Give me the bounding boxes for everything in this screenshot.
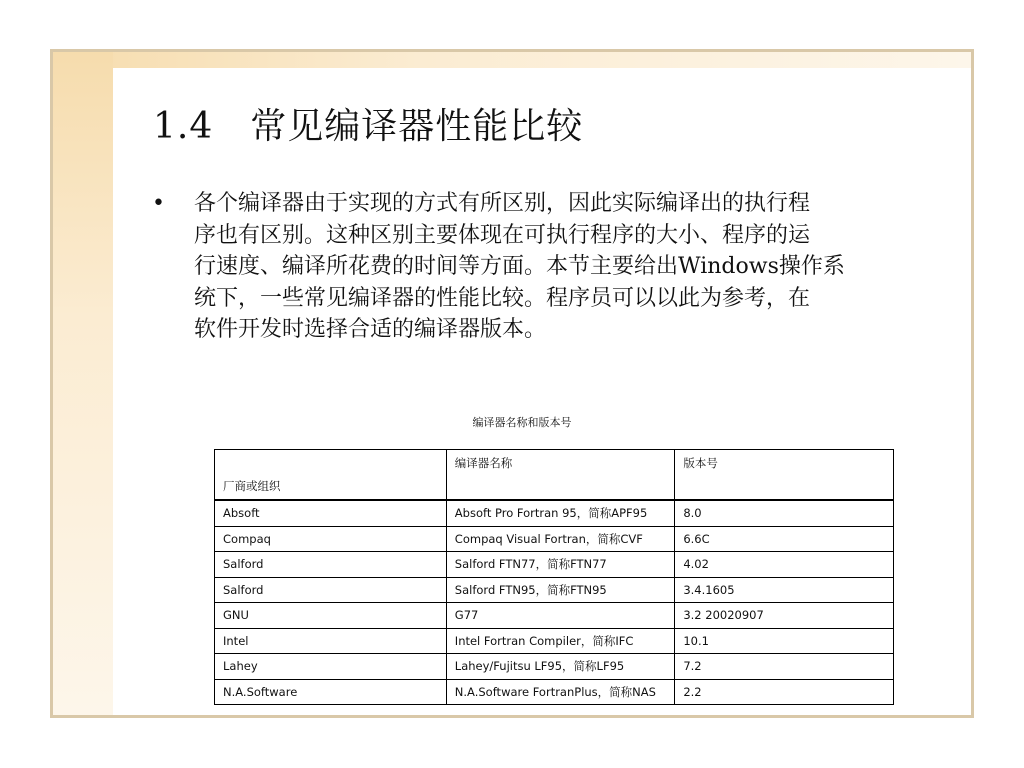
table-row [215,679,894,705]
table-caption: 编译器名称和版本号 [472,416,572,429]
compiler-table [214,449,894,705]
bullet-text [194,188,922,346]
top-gradient-band [53,52,971,68]
cell-compiler-name: Intel Fortran Compiler，简称IFC [446,628,675,654]
cell-version: 6.6C [675,526,894,552]
cell-version: 2.2 [675,679,894,705]
cell-vendor: Absoft [215,500,447,526]
paragraph-line: 各个编译器由于实现的方式有所区别，因此实际编译出的执行程 [194,191,811,216]
bullet-icon: • [152,191,165,216]
paragraph-line: 行速度、编译所花费的时间等方面。本节主要给出Windows操作系 [194,254,845,279]
cell-vendor: Compaq [215,526,447,552]
cell-vendor: Lahey [215,654,447,680]
table-row [215,552,894,578]
cell-version: 3.2 20020907 [675,603,894,629]
cell-compiler-name: G77 [446,603,675,629]
cell-version: 4.02 [675,552,894,578]
cell-compiler-name: Compaq Visual Fortran，简称CVF [446,526,675,552]
cell-vendor: N.A.Software [215,679,447,705]
slide-title: 1.4 常见编译器性能比较 [153,106,584,147]
cell-compiler-name: Absoft Pro Fortran 95，简称APF95 [446,500,675,526]
table-row [215,603,894,629]
cell-vendor: Intel [215,628,447,654]
cell-vendor: Salford [215,552,447,578]
paragraph-line: 序也有区别。这种区别主要体现在可执行程序的大小、程序的运 [194,222,811,248]
table-row [215,654,894,680]
cell-vendor: Salford [215,577,447,603]
cell-version: 8.0 [675,500,894,526]
table-row [215,628,894,654]
cell-version: 10.1 [675,628,894,654]
paragraph-line: 软件开发时选择合适的编译器版本。 [194,317,547,342]
header-compiler-name: 编译器名称 [446,450,675,501]
cell-compiler-name: N.A.Software FortranPlus，简称NAS [446,679,675,705]
header-vendor: 厂商或组织 [215,450,447,501]
header-version: 版本号 [675,450,894,501]
table-header-row [215,450,894,501]
cell-version: 3.4.1605 [675,577,894,603]
cell-vendor: GNU [215,603,447,629]
paragraph-line: 统下，一些常见编译器的性能比较。程序员可以以此为参考，在 [194,285,811,311]
cell-version: 7.2 [675,654,894,680]
table-row [215,577,894,603]
cell-compiler-name: Salford FTN77，简称FTN77 [446,552,675,578]
left-gradient-band [53,52,113,715]
cell-compiler-name: Lahey/Fujitsu LF95，简称LF95 [446,654,675,680]
table-row [215,526,894,552]
table-row [215,500,894,526]
bullet-paragraph [152,188,922,346]
cell-compiler-name: Salford FTN95，简称FTN95 [446,577,675,603]
